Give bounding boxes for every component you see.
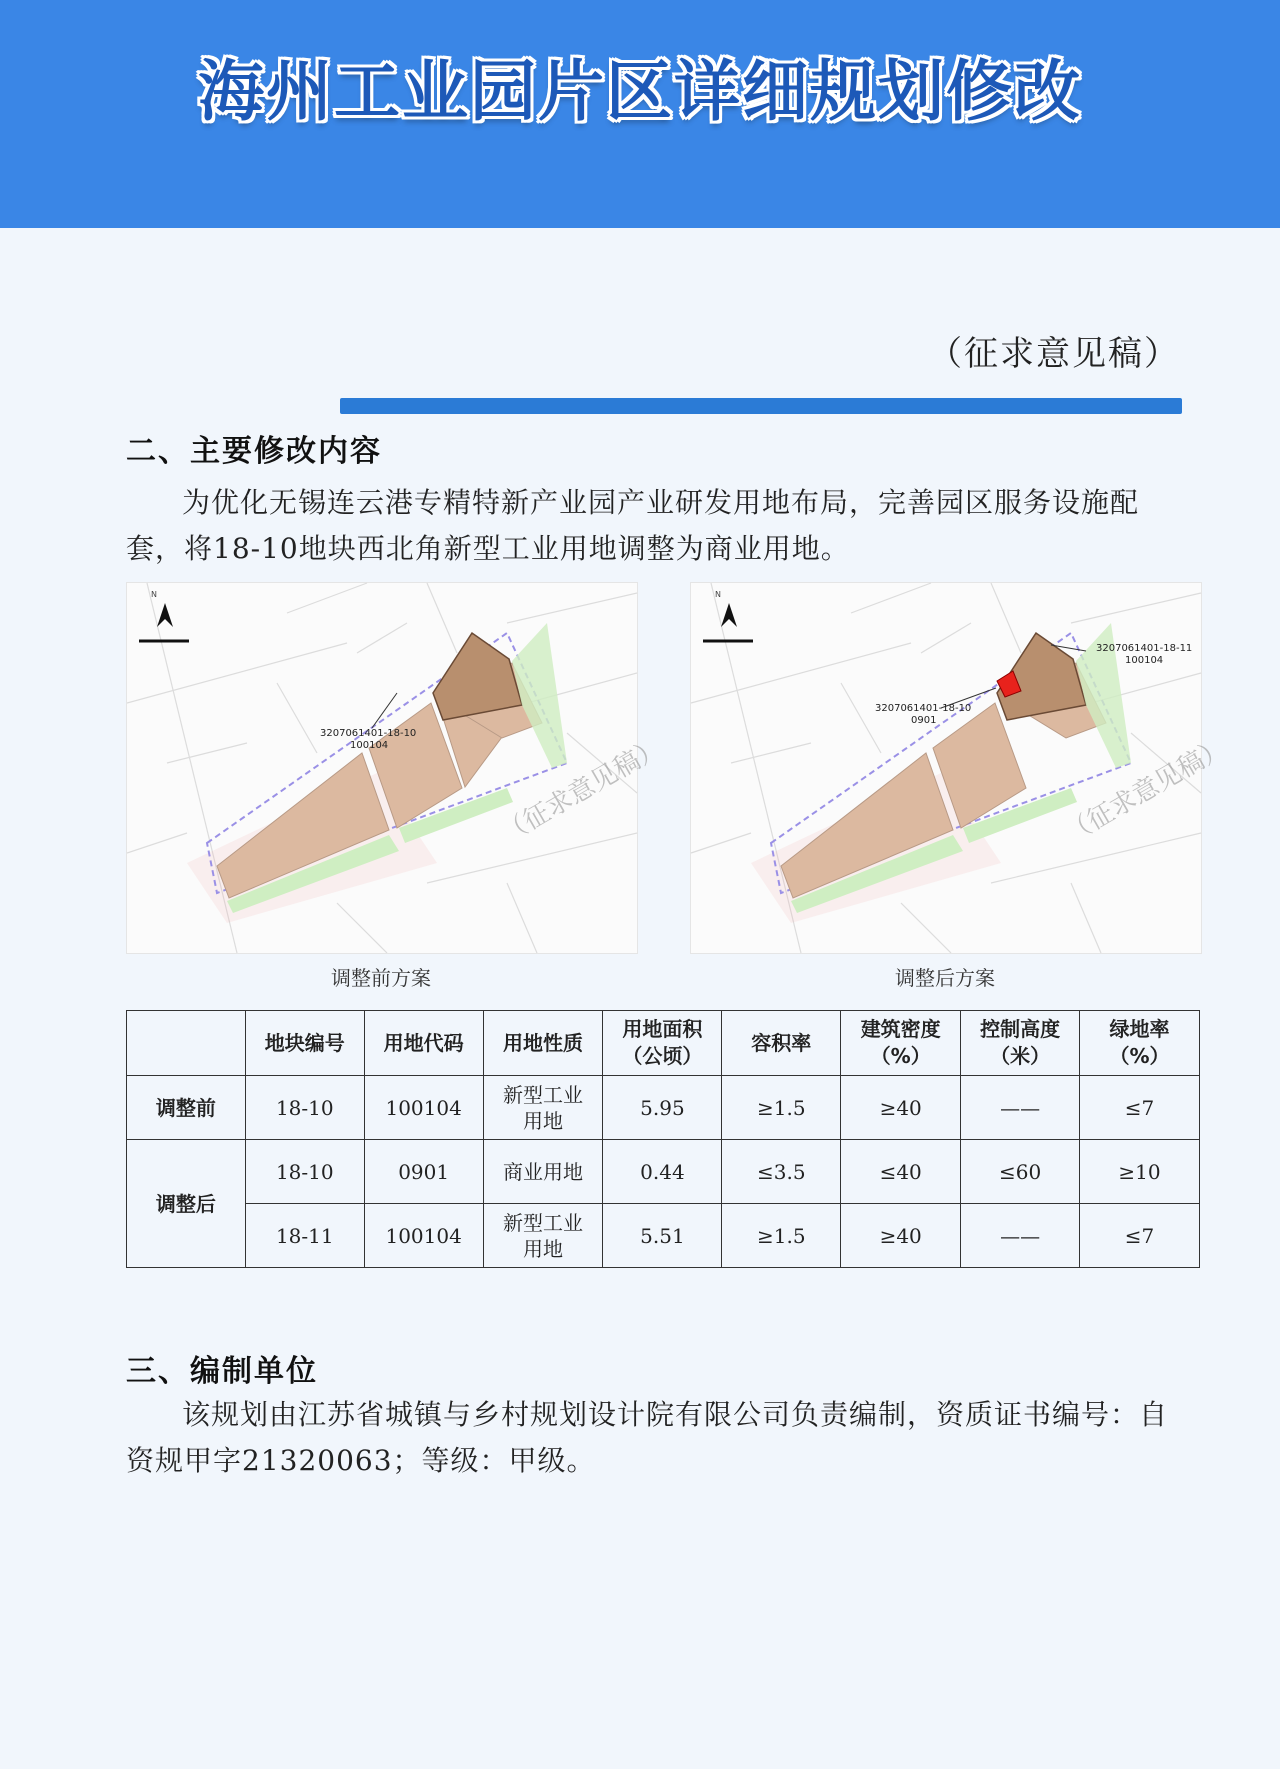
row-label-after: 调整后 bbox=[127, 1140, 246, 1268]
table-cell: 新型工业 用地 bbox=[483, 1204, 603, 1268]
table-cell: 5.95 bbox=[603, 1076, 722, 1140]
table-cell: 5.51 bbox=[603, 1204, 722, 1268]
section-text-changes: 为优化无锡连云港专精特新产业园产业研发用地布局，完善园区服务设施配套，将18-10地块西北角新型工业用地调整为商业用地。 bbox=[126, 486, 1140, 565]
table-cell: 100104 bbox=[364, 1076, 483, 1140]
section-heading-changes: 二、主要修改内容 bbox=[126, 434, 382, 469]
page-title: 海州工业园片区详细规划修改 bbox=[198, 53, 1082, 130]
section-text-compiler: 该规划由江苏省城镇与乡村规划设计院有限公司负责编制，资质证书编号：自资规甲字21320063；等级：甲级。 bbox=[126, 1398, 1169, 1477]
parcel-id-label-a: 3207061401-18-10 bbox=[875, 703, 972, 714]
table-row bbox=[127, 1076, 1200, 1140]
svg-text:N: N bbox=[151, 590, 157, 599]
caption-before: 调整前方案 bbox=[331, 966, 431, 990]
table-cell: 100104 bbox=[364, 1204, 483, 1268]
table-header-row bbox=[127, 1011, 1200, 1076]
table-cell: 0901 bbox=[364, 1140, 483, 1204]
svg-text:N: N bbox=[715, 590, 721, 599]
header-cell: 用地面积 （公顷） bbox=[603, 1011, 722, 1076]
table-cell: 18-10 bbox=[245, 1140, 364, 1204]
header-cell: 控制高度 （米） bbox=[961, 1011, 1080, 1076]
map-before bbox=[126, 582, 669, 954]
table-cell: ≥40 bbox=[841, 1076, 961, 1140]
land-use-table bbox=[126, 1010, 1200, 1268]
caption-after: 调整后方案 bbox=[895, 966, 995, 990]
table-row bbox=[127, 1140, 1200, 1204]
table-cell: —— bbox=[961, 1076, 1080, 1140]
header-cell bbox=[127, 1011, 246, 1076]
table-cell: ≥1.5 bbox=[722, 1204, 841, 1268]
parcel-code-label-b: 100104 bbox=[1125, 655, 1164, 666]
north-arrow-icon bbox=[703, 590, 753, 641]
section-heading-compiler: 三、编制单位 bbox=[126, 1354, 318, 1389]
table-cell: 新型工业 用地 bbox=[483, 1076, 603, 1140]
parcel-code-label-a: 0901 bbox=[911, 715, 937, 726]
draft-watermark: （征求意见稿） bbox=[1059, 732, 1233, 850]
header-cell: 地块编号 bbox=[245, 1011, 364, 1076]
table-cell: ≥10 bbox=[1080, 1140, 1200, 1204]
draft-label: （征求意见稿） bbox=[928, 334, 1180, 374]
accent-divider bbox=[340, 398, 1182, 414]
north-arrow-icon bbox=[139, 590, 189, 641]
table-cell: ≤60 bbox=[961, 1140, 1080, 1204]
table-cell: ≤7 bbox=[1080, 1204, 1200, 1268]
table-cell: 18-11 bbox=[245, 1204, 364, 1268]
table-row bbox=[127, 1204, 1200, 1268]
parcel-code-label: 100104 bbox=[350, 740, 389, 751]
parcel-id-label-b: 3207061401-18-11 bbox=[1096, 643, 1193, 654]
header-cell: 用地代码 bbox=[364, 1011, 483, 1076]
header-cell: 容积率 bbox=[722, 1011, 841, 1076]
parcel-id-label: 3207061401-18-10 bbox=[320, 728, 417, 739]
table-cell: 0.44 bbox=[603, 1140, 722, 1204]
map-after bbox=[690, 582, 1233, 954]
table-cell: ≥1.5 bbox=[722, 1076, 841, 1140]
table-cell: 商业用地 bbox=[483, 1140, 603, 1204]
header-cell: 用地性质 bbox=[483, 1011, 603, 1076]
table-cell: ≤3.5 bbox=[722, 1140, 841, 1204]
row-label-before: 调整前 bbox=[127, 1076, 246, 1140]
table-cell: 18-10 bbox=[245, 1076, 364, 1140]
table-cell: ≤40 bbox=[841, 1140, 961, 1204]
table-cell: ≥40 bbox=[841, 1204, 961, 1268]
header-cell: 绿地率 （%） bbox=[1080, 1011, 1200, 1076]
draft-watermark: （征求意见稿） bbox=[495, 732, 669, 850]
table-cell: ≤7 bbox=[1080, 1076, 1200, 1140]
header-cell: 建筑密度 （%） bbox=[841, 1011, 961, 1076]
table-cell: —— bbox=[961, 1204, 1080, 1268]
